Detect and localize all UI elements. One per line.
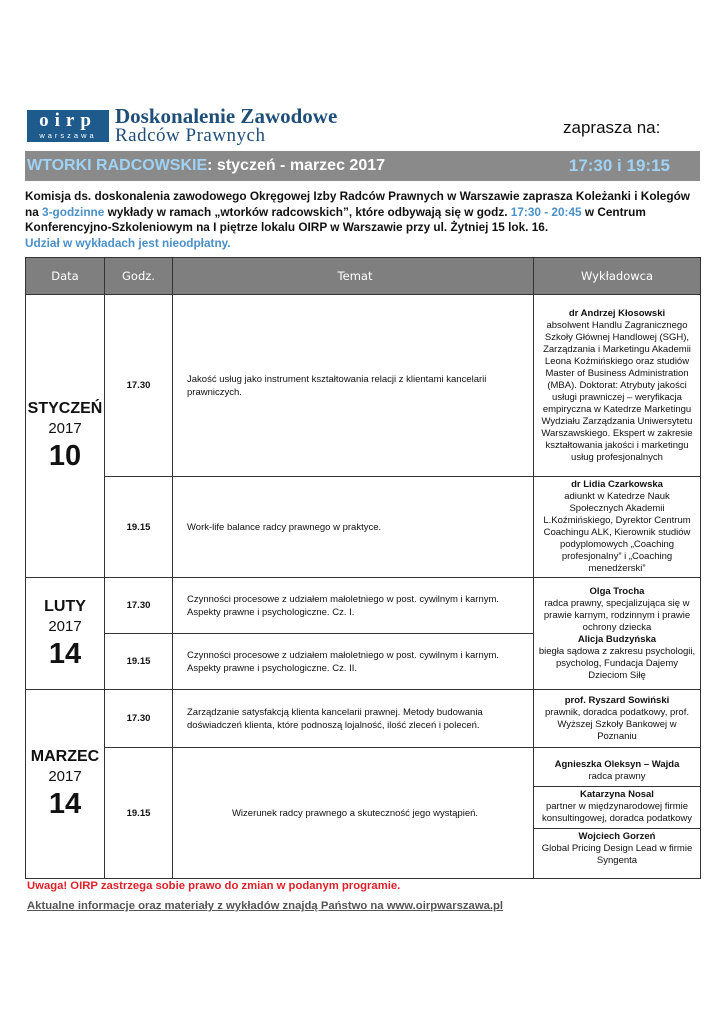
year-label: 2017 [48,768,82,785]
logo-main-text: oirp [39,110,97,131]
logo-badge [27,110,109,142]
lecturer-bio: absolwent Handlu Zagranicznego Szkoły Głównej Handlowej (SGH), Zarządzania i Marketingu Akademii Leona Koźmińskiego oraz studiów Master of Business Administration (MBA). Doktorat: Atrybuty jakości usługi prawniczej – weryfikacja empiryczna w Katedrze Marketingu Wydziału Zarządzania Uniwersytetu Warszawskiego. Ekspert w zakresie kształtowania jakości i marketingu usług profesjonalnych [541,319,693,463]
date-cell-jan [26,295,105,578]
day-label: 14 [48,637,82,670]
lecturer-name: dr Andrzej Kłosowski [568,307,666,319]
header-date: Data [26,258,105,295]
lecturer-bio: radca prawny, specjalizująca się w prawie karnym, rodzinnym i prawie ochrony dziecka [543,597,691,633]
topic-cell: Czynności procesowe z udziałem małoletniego w post. cywilnym i karnym. Aspekty prawne i psychologiczne. Cz. I. [173,578,534,634]
intro-paragraph [25,189,705,251]
time-cell: 17.30 [105,690,173,748]
lecturer-bio: partner w międzynarodowej firmie konsultingowej, doradca podatkowy [542,801,692,824]
lecturer-name: Katarzyna Nosal [580,789,654,800]
schedule-table [25,257,701,879]
table-header-row [26,258,701,295]
lecturer-bio: prawnik, doradca podatkowy, prof. Wyższej Szkoły Bankowej w Poznaniu [545,706,689,742]
lecturer-name: prof. Ryszard Sowiński [564,694,670,706]
header-time: Godz. [105,258,173,295]
year-label: 2017 [48,617,82,635]
time-cell: 17.30 [105,578,173,634]
date-cell-mar [26,690,105,879]
lecturer-bio: Global Pricing Design Lead w firmie Syngenta [541,843,693,866]
lecturer-cell [534,578,701,690]
month-label: STYCZEŃ [27,400,103,417]
month-label: LUTY [44,597,86,615]
time-cell: 19.15 [105,477,173,578]
intro-hours: 3-godzinne [42,204,105,219]
topic-cell: Jakość usług jako instrument kształtowania relacji z klientami kancelarii prawniczych. [173,295,534,477]
intro-part3: w Centrum Konferencyjno-Szkoleniowym na I piętrze lokalu OIRP w Warszawie przy ul. Żytniej 15 lok. 16. [25,204,646,234]
month-label: MARZEC [30,748,100,765]
time-cell: 19.15 [105,748,173,879]
intro-part2: wykłady w ramach „wtorków radcowskich”, które odbywają się w godz. [104,204,511,219]
invites-text: zaprasza na: [563,118,661,137]
header-topic: Temat [173,258,534,295]
band-title-rest: : styczeń - marzec 2017 [207,157,386,174]
table-row [26,748,701,879]
logo-sub-text: warszawa [39,131,97,140]
topic-cell: Work-life balance radcy prawnego w praktyce. [173,477,534,578]
lecturer-cell [534,748,701,879]
time-cell: 17.30 [105,295,173,477]
table-row [26,578,701,634]
day-label: 10 [48,440,82,472]
topic-cell: Zarządzanie satysfakcją klienta kancelarii prawnej. Metody budowania doświadczeń klienta, które podnoszą lojalność, ilość zleceń i poleceń. [173,690,534,748]
intro-free: Udział w wykładach jest nieodpłatny. [25,235,231,250]
lecturer-bio: biegła sądowa z zakresu psychologii, psycholog, Fundacja Dajemy Dzieciom Siłę [538,645,696,681]
lecturer-name: dr Lidia Czarkowska [571,479,663,490]
lecturer-name: Wojciech Gorzeń [578,831,656,842]
lecturer-name: Agnieszka Oleksyn – Wajda [554,759,680,770]
oirp-logo [27,106,359,146]
lecturer-cell [534,295,701,477]
info-link[interactable]: Aktualne informacje oraz materiały z wykładów znajdą Państwo na www.oirpwarszawa.pl [27,900,504,912]
lecturer-cell [534,690,701,748]
logo-title-line2: Radców Prawnych [115,125,266,146]
band-title [27,151,385,181]
lecturer-divider [534,786,700,787]
table-row [26,477,701,578]
table-row [26,690,701,748]
band-title-highlight: WTORKI RADCOWSKIE [27,157,208,174]
warning-note: Uwaga! OIRP zastrzega sobie prawo do zmian w podanym programie. [27,880,401,892]
year-label: 2017 [48,420,82,437]
intro-time-range: 17:30 - 20:45 [510,204,582,219]
intro-part1: Komisja ds. doskonalenia zawodowego Okręgowej Izby Radców Prawnych w Warszawie zaprasza Koleżanki i Kolegów na [25,189,690,219]
band-time: 17:30 i 19:15 [568,156,670,175]
header-lecturer: Wykładowca [534,258,701,295]
logo-title-line1: Doskonalenie Zawodowe [115,104,338,128]
lecturer-bio: radca prawny [588,771,646,782]
lecturer-name: Alicja Budzyńska [577,633,657,645]
day-label: 14 [48,788,82,820]
table-row [26,295,701,477]
lecturer-divider [534,828,700,829]
lecturer-bio: adiunkt w Katedrze Nauk Społecznych Akademii L.Koźmińskiego, Dyrektor Centrum Coachingu ALK, Kierownik studiów podyplomowych „Coaching profesjonalny” i „Coaching menedżerski” [543,491,691,574]
lecturer-cell [534,477,701,578]
title-band [25,151,700,181]
date-cell-feb [26,578,105,690]
lecturer-name: Olga Trocha [589,585,645,597]
time-cell: 19.15 [105,634,173,690]
topic-cell: Wizerunek radcy prawnego a skuteczność jego wystąpień. [173,748,534,879]
topic-cell: Czynności procesowe z udziałem małoletniego w post. cywilnym i karnym. Aspekty prawne i psychologiczne. Cz. II. [173,634,534,690]
